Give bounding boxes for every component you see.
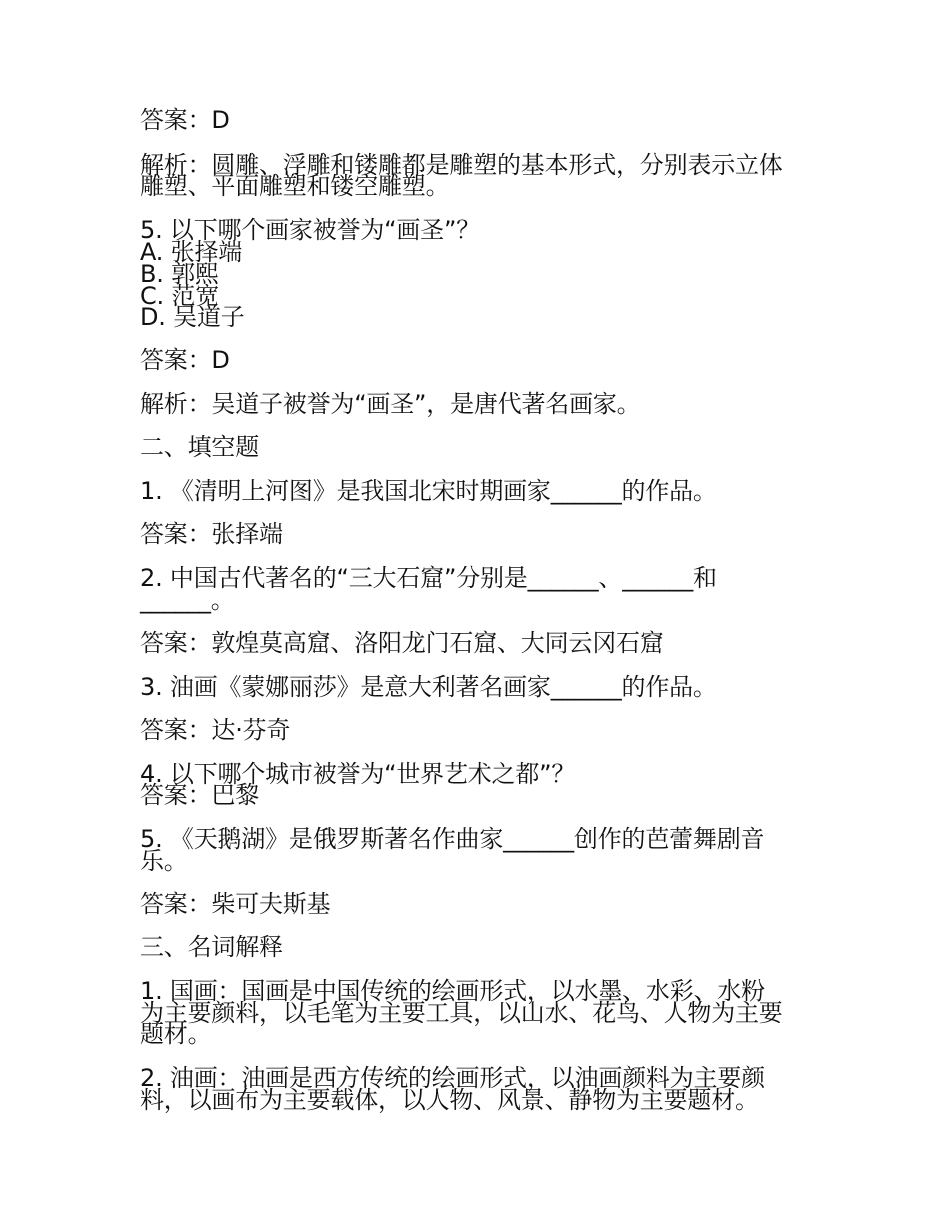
definition-text: 1. 国画：国画是中国传统的绘画形式，以水墨、水彩、水粉 bbox=[140, 977, 765, 1005]
answer-line: 答案：D bbox=[140, 346, 230, 374]
section-heading: 三、名词解释 bbox=[140, 933, 283, 961]
option-c: C. 范宽 bbox=[140, 282, 220, 310]
answer-line: 答案：柴可夫斯基 bbox=[140, 890, 331, 918]
option-b: B. 郭熙 bbox=[140, 260, 219, 288]
section-heading: 二、填空题 bbox=[140, 433, 259, 461]
question-text: ______。 bbox=[140, 586, 235, 614]
question-text: 3. 油画《蒙娜丽莎》是意大利著名画家______的作品。 bbox=[140, 673, 717, 701]
definition-text: 题材。 bbox=[140, 1020, 212, 1048]
definition-text: 2. 油画：油画是西方传统的绘画形式，以油画颜料为主要颜 bbox=[140, 1064, 765, 1092]
question-text: 5. 《天鹅湖》是俄罗斯著名作曲家______创作的芭蕾舞剧音 bbox=[140, 825, 765, 853]
question-text: 2. 中国古代著名的“三大石窟”分别是______、______和 bbox=[140, 564, 717, 592]
definition-text: 为主要颜料，以毛笔为主要工具，以山水、花鸟、人物为主要 bbox=[140, 999, 783, 1027]
analysis-line: 解析：吴道子被誉为“画圣”，是唐代著名画家。 bbox=[140, 390, 641, 418]
question-text: 5. 以下哪个画家被誉为“画圣”？ bbox=[140, 216, 480, 244]
question-text: 4. 以下哪个城市被誉为“世界艺术之都”？ bbox=[140, 760, 576, 788]
answer-line: 答案：张择端 bbox=[140, 520, 283, 548]
option-a: A. 张择端 bbox=[140, 238, 243, 266]
answer-line: 答案：巴黎 bbox=[140, 781, 259, 809]
answer-line: 答案：达·芬奇 bbox=[140, 716, 291, 744]
question-text: 乐。 bbox=[140, 847, 188, 875]
analysis-line: 解析：圆雕、浮雕和镂雕都是雕塑的基本形式，分别表示立体 bbox=[140, 151, 783, 179]
option-d: D. 吴道子 bbox=[140, 303, 245, 331]
analysis-line: 雕塑、平面雕塑和镂空雕塑。 bbox=[140, 172, 450, 200]
definition-text: 料，以画布为主要载体，以人物、风景、静物为主要题材。 bbox=[140, 1086, 759, 1114]
answer-line: 答案：D bbox=[140, 106, 230, 134]
answer-line: 答案：敦煌莫高窟、洛阳龙门石窟、大同云冈石窟 bbox=[140, 629, 664, 657]
question-text: 1. 《清明上河图》是我国北宋时期画家______的作品。 bbox=[140, 477, 717, 505]
